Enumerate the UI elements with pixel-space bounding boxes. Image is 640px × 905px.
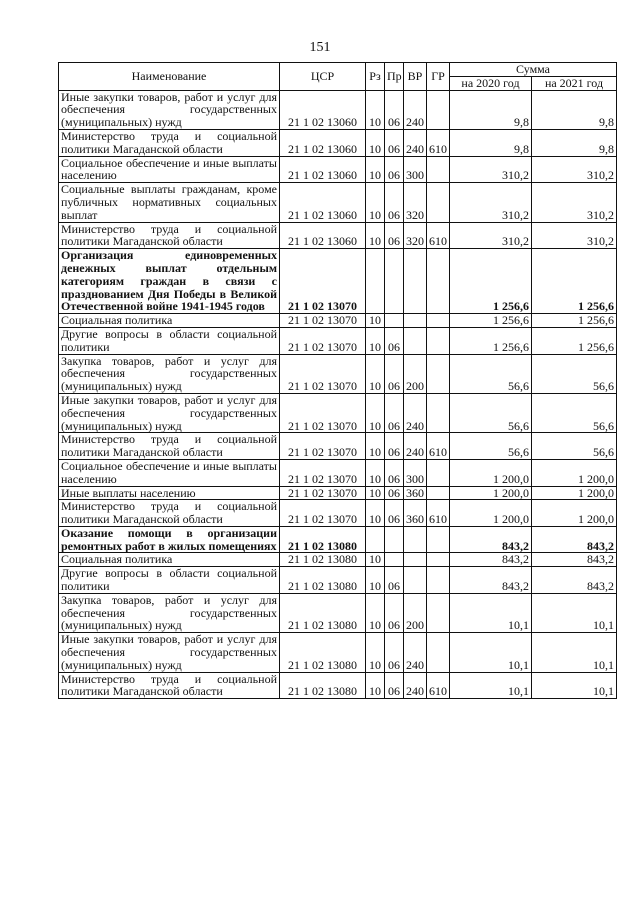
row-sum-2021: 10,1 bbox=[532, 633, 617, 672]
table-row bbox=[59, 459, 617, 486]
row-vr bbox=[404, 327, 427, 354]
row-vr: 240 bbox=[404, 672, 427, 699]
row-csr: 21 1 02 13070 bbox=[280, 500, 366, 527]
row-vr bbox=[404, 314, 427, 328]
row-csr: 21 1 02 13080 bbox=[280, 567, 366, 594]
row-csr: 21 1 02 13070 bbox=[280, 486, 366, 500]
row-rz: 10 bbox=[366, 567, 385, 594]
row-gr bbox=[427, 156, 450, 183]
row-sum-2021: 1 200,0 bbox=[532, 500, 617, 527]
row-csr: 21 1 02 13080 bbox=[280, 633, 366, 672]
row-rz: 10 bbox=[366, 553, 385, 567]
row-name: Министерство труда и социальной политики Магаданской области bbox=[59, 672, 280, 699]
row-gr bbox=[427, 183, 450, 222]
row-csr: 21 1 02 13060 bbox=[280, 90, 366, 129]
header-vr: ВР bbox=[404, 63, 427, 91]
header-rz: Рз bbox=[366, 63, 385, 91]
row-sum-2020: 1 256,6 bbox=[450, 314, 532, 328]
row-gr bbox=[427, 486, 450, 500]
header-sum-2020: на 2020 год bbox=[450, 76, 532, 90]
row-rz: 10 bbox=[366, 393, 385, 432]
table-row bbox=[59, 672, 617, 699]
row-vr: 320 bbox=[404, 183, 427, 222]
row-name: Социальное обеспечение и иные выплаты населению bbox=[59, 459, 280, 486]
table-body bbox=[59, 90, 617, 699]
row-sum-2021: 56,6 bbox=[532, 433, 617, 460]
row-csr: 21 1 02 13070 bbox=[280, 327, 366, 354]
row-vr: 240 bbox=[404, 129, 427, 156]
row-sum-2021: 310,2 bbox=[532, 183, 617, 222]
row-rz: 10 bbox=[366, 633, 385, 672]
table-row bbox=[59, 393, 617, 432]
row-name: Иные выплаты населению bbox=[59, 486, 280, 500]
row-csr: 21 1 02 13060 bbox=[280, 183, 366, 222]
row-name: Социальная политика bbox=[59, 553, 280, 567]
row-sum-2021: 10,1 bbox=[532, 593, 617, 632]
row-pr: 06 bbox=[385, 129, 404, 156]
row-pr: 06 bbox=[385, 459, 404, 486]
table-row bbox=[59, 526, 617, 553]
row-name: Другие вопросы в области социальной политики bbox=[59, 327, 280, 354]
row-name: Другие вопросы в области социальной политики bbox=[59, 567, 280, 594]
table-row bbox=[59, 314, 617, 328]
row-sum-2020: 56,6 bbox=[450, 354, 532, 393]
row-gr: 610 bbox=[427, 129, 450, 156]
row-vr bbox=[404, 249, 427, 314]
row-gr bbox=[427, 459, 450, 486]
row-sum-2020: 9,8 bbox=[450, 90, 532, 129]
row-pr: 06 bbox=[385, 567, 404, 594]
row-csr: 21 1 02 13070 bbox=[280, 314, 366, 328]
header-csr: ЦСР bbox=[280, 63, 366, 91]
table-row bbox=[59, 433, 617, 460]
row-sum-2020: 10,1 bbox=[450, 672, 532, 699]
row-rz: 10 bbox=[366, 459, 385, 486]
header-gr: ГР bbox=[427, 63, 450, 91]
row-pr bbox=[385, 526, 404, 553]
row-pr: 06 bbox=[385, 393, 404, 432]
row-pr: 06 bbox=[385, 500, 404, 527]
row-rz: 10 bbox=[366, 486, 385, 500]
row-name: Оказание помощи в организации ремонтных работ в жилых помещениях bbox=[59, 526, 280, 553]
row-csr: 21 1 02 13070 bbox=[280, 354, 366, 393]
row-csr: 21 1 02 13060 bbox=[280, 156, 366, 183]
header-sum-2021: на 2021 год bbox=[532, 76, 617, 90]
row-vr: 300 bbox=[404, 459, 427, 486]
row-sum-2020: 1 256,6 bbox=[450, 249, 532, 314]
row-sum-2020: 310,2 bbox=[450, 156, 532, 183]
row-vr: 320 bbox=[404, 222, 427, 249]
row-rz: 10 bbox=[366, 156, 385, 183]
row-gr bbox=[427, 526, 450, 553]
row-sum-2021: 10,1 bbox=[532, 672, 617, 699]
row-rz: 10 bbox=[366, 433, 385, 460]
row-rz: 10 bbox=[366, 90, 385, 129]
row-pr: 06 bbox=[385, 354, 404, 393]
row-sum-2021: 843,2 bbox=[532, 553, 617, 567]
row-sum-2020: 1 200,0 bbox=[450, 459, 532, 486]
row-vr: 360 bbox=[404, 500, 427, 527]
row-pr: 06 bbox=[385, 433, 404, 460]
header-name: Наименование bbox=[59, 63, 280, 91]
row-vr: 240 bbox=[404, 633, 427, 672]
row-sum-2020: 310,2 bbox=[450, 222, 532, 249]
row-name: Социальные выплаты гражданам, кроме публичных нормативных социальных выплат bbox=[59, 183, 280, 222]
row-name: Иные закупки товаров, работ и услуг для обеспечения государственных (муниципальных) нужд bbox=[59, 633, 280, 672]
row-gr bbox=[427, 567, 450, 594]
row-csr: 21 1 02 13080 bbox=[280, 672, 366, 699]
row-sum-2021: 310,2 bbox=[532, 222, 617, 249]
row-gr bbox=[427, 593, 450, 632]
row-gr: 610 bbox=[427, 672, 450, 699]
row-rz: 10 bbox=[366, 593, 385, 632]
row-csr: 21 1 02 13080 bbox=[280, 553, 366, 567]
row-vr: 240 bbox=[404, 90, 427, 129]
row-rz: 10 bbox=[366, 314, 385, 328]
table-row bbox=[59, 354, 617, 393]
row-sum-2021: 56,6 bbox=[532, 354, 617, 393]
row-pr: 06 bbox=[385, 327, 404, 354]
row-name: Организация единовременных денежных выплат отдельным категориям граждан в связи с празднованием Дня Победы в Великой Отечественной войне 1941-1945 годов bbox=[59, 249, 280, 314]
table-row bbox=[59, 249, 617, 314]
row-gr bbox=[427, 354, 450, 393]
row-sum-2020: 56,6 bbox=[450, 433, 532, 460]
table-row bbox=[59, 156, 617, 183]
row-sum-2020: 1 256,6 bbox=[450, 327, 532, 354]
row-pr: 06 bbox=[385, 633, 404, 672]
row-rz: 10 bbox=[366, 500, 385, 527]
row-gr bbox=[427, 393, 450, 432]
table-row bbox=[59, 129, 617, 156]
row-vr: 200 bbox=[404, 354, 427, 393]
header-sum: Сумма bbox=[450, 63, 617, 77]
row-csr: 21 1 02 13060 bbox=[280, 129, 366, 156]
row-vr bbox=[404, 553, 427, 567]
row-sum-2020: 56,6 bbox=[450, 393, 532, 432]
budget-table bbox=[58, 62, 617, 699]
row-sum-2021: 1 256,6 bbox=[532, 249, 617, 314]
row-pr: 06 bbox=[385, 183, 404, 222]
row-csr: 21 1 02 13070 bbox=[280, 459, 366, 486]
row-name: Закупка товаров, работ и услуг для обеспечения государственных (муниципальных) нужд bbox=[59, 593, 280, 632]
row-sum-2021: 9,8 bbox=[532, 90, 617, 129]
row-sum-2021: 310,2 bbox=[532, 156, 617, 183]
row-pr: 06 bbox=[385, 90, 404, 129]
row-sum-2021: 843,2 bbox=[532, 526, 617, 553]
row-pr: 06 bbox=[385, 156, 404, 183]
row-sum-2021: 56,6 bbox=[532, 393, 617, 432]
row-gr bbox=[427, 553, 450, 567]
row-name: Министерство труда и социальной политики Магаданской области bbox=[59, 129, 280, 156]
row-gr bbox=[427, 633, 450, 672]
row-gr: 610 bbox=[427, 433, 450, 460]
table-header bbox=[59, 63, 617, 91]
row-sum-2021: 1 256,6 bbox=[532, 327, 617, 354]
row-gr bbox=[427, 249, 450, 314]
table-row bbox=[59, 633, 617, 672]
row-sum-2021: 1 200,0 bbox=[532, 486, 617, 500]
table-row bbox=[59, 553, 617, 567]
row-sum-2020: 9,8 bbox=[450, 129, 532, 156]
row-csr: 21 1 02 13080 bbox=[280, 593, 366, 632]
header-pr: Пр bbox=[385, 63, 404, 91]
table-row bbox=[59, 183, 617, 222]
row-name: Закупка товаров, работ и услуг для обеспечения государственных (муниципальных) нужд bbox=[59, 354, 280, 393]
row-pr: 06 bbox=[385, 672, 404, 699]
table-row bbox=[59, 90, 617, 129]
row-pr bbox=[385, 314, 404, 328]
row-csr: 21 1 02 13080 bbox=[280, 526, 366, 553]
row-sum-2021: 1 200,0 bbox=[532, 459, 617, 486]
row-vr: 300 bbox=[404, 156, 427, 183]
row-gr bbox=[427, 314, 450, 328]
row-gr: 610 bbox=[427, 222, 450, 249]
row-sum-2020: 843,2 bbox=[450, 553, 532, 567]
row-name: Социальная политика bbox=[59, 314, 280, 328]
row-rz: 10 bbox=[366, 222, 385, 249]
row-gr bbox=[427, 327, 450, 354]
table-row bbox=[59, 567, 617, 594]
table-row bbox=[59, 593, 617, 632]
row-vr: 240 bbox=[404, 433, 427, 460]
row-sum-2021: 9,8 bbox=[532, 129, 617, 156]
row-sum-2020: 310,2 bbox=[450, 183, 532, 222]
table-row bbox=[59, 222, 617, 249]
row-sum-2021: 843,2 bbox=[532, 567, 617, 594]
row-sum-2021: 1 256,6 bbox=[532, 314, 617, 328]
row-vr bbox=[404, 526, 427, 553]
row-name: Иные закупки товаров, работ и услуг для обеспечения государственных (муниципальных) нужд bbox=[59, 393, 280, 432]
row-vr: 200 bbox=[404, 593, 427, 632]
row-pr: 06 bbox=[385, 222, 404, 249]
table-row bbox=[59, 500, 617, 527]
row-sum-2020: 1 200,0 bbox=[450, 500, 532, 527]
row-rz bbox=[366, 526, 385, 553]
row-gr bbox=[427, 90, 450, 129]
row-rz: 10 bbox=[366, 129, 385, 156]
row-name: Иные закупки товаров, работ и услуг для обеспечения государственных (муниципальных) нужд bbox=[59, 90, 280, 129]
page-number: 151 bbox=[309, 40, 331, 55]
row-name: Министерство труда и социальной политики Магаданской области bbox=[59, 222, 280, 249]
row-pr bbox=[385, 249, 404, 314]
row-gr: 610 bbox=[427, 500, 450, 527]
table-row bbox=[59, 486, 617, 500]
row-csr: 21 1 02 13070 bbox=[280, 249, 366, 314]
row-rz bbox=[366, 249, 385, 314]
row-pr: 06 bbox=[385, 486, 404, 500]
row-sum-2020: 10,1 bbox=[450, 633, 532, 672]
row-rz: 10 bbox=[366, 327, 385, 354]
row-vr: 240 bbox=[404, 393, 427, 432]
row-rz: 10 bbox=[366, 183, 385, 222]
row-csr: 21 1 02 13060 bbox=[280, 222, 366, 249]
row-name: Министерство труда и социальной политики Магаданской области bbox=[59, 500, 280, 527]
row-vr bbox=[404, 567, 427, 594]
table-row bbox=[59, 327, 617, 354]
row-csr: 21 1 02 13070 bbox=[280, 433, 366, 460]
row-rz: 10 bbox=[366, 672, 385, 699]
row-name: Министерство труда и социальной политики Магаданской области bbox=[59, 433, 280, 460]
row-vr: 360 bbox=[404, 486, 427, 500]
row-sum-2020: 843,2 bbox=[450, 567, 532, 594]
row-sum-2020: 10,1 bbox=[450, 593, 532, 632]
row-name: Социальное обеспечение и иные выплаты населению bbox=[59, 156, 280, 183]
row-rz: 10 bbox=[366, 354, 385, 393]
row-sum-2020: 843,2 bbox=[450, 526, 532, 553]
row-csr: 21 1 02 13070 bbox=[280, 393, 366, 432]
row-sum-2020: 1 200,0 bbox=[450, 486, 532, 500]
row-pr: 06 bbox=[385, 593, 404, 632]
row-pr bbox=[385, 553, 404, 567]
